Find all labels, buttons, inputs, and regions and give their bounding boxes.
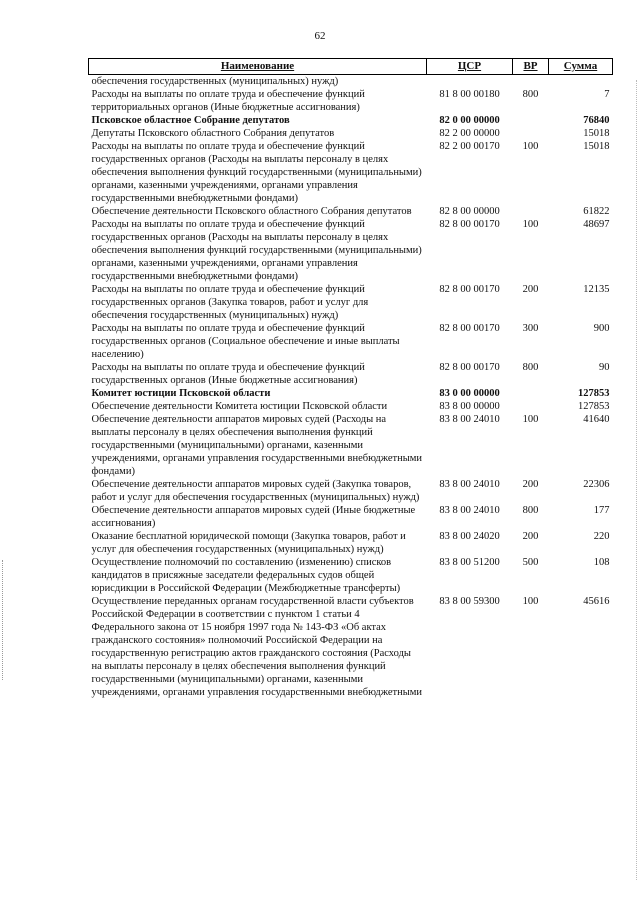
row-csr: 82 8 00 00170 (439, 284, 500, 295)
row-vr (513, 400, 549, 413)
row-sum: 15018 (583, 141, 610, 152)
row-vr: 100 (522, 414, 539, 425)
header-csr: ЦСР (427, 59, 513, 75)
row-name: Расходы на выплаты по оплате труда и обеспечение функций государственных органов (Социальное обеспечение и иные выплаты населению) (91, 323, 400, 360)
row-sum: 7 (604, 89, 610, 100)
row-name: Расходы на выплаты по оплате труда и обеспечение функций территориальных органов (Иные бюджетные ассигнования) (91, 89, 365, 113)
row-sum: 127853 (578, 388, 610, 399)
row-name: Расходы на выплаты по оплате труда и обеспечение функций государственных органов (Иные бюджетные ассигнования) (91, 362, 365, 386)
row-vr: 800 (522, 89, 539, 100)
row-csr: 83 8 00 24010 (439, 479, 500, 490)
row-csr (427, 75, 513, 89)
table-row (89, 556, 613, 595)
row-vr (513, 387, 549, 400)
row-vr: 200 (522, 284, 539, 295)
row-name: Обеспечение деятельности аппаратов мировых судей (Иные бюджетные ассигнования) (91, 505, 416, 529)
budget-table (88, 58, 613, 699)
table-row (89, 140, 613, 205)
header-sum: Сумма (549, 59, 613, 75)
table-row (89, 361, 613, 387)
scan-margin-mark (636, 80, 638, 880)
row-vr (513, 127, 549, 140)
row-csr: 82 8 00 00170 (439, 323, 500, 334)
row-vr: 200 (522, 531, 539, 542)
row-csr: 83 8 00 24010 (439, 414, 500, 425)
row-csr: 82 8 00 00170 (439, 362, 500, 373)
row-name: Депутаты Псковского областного Собрания депутатов (91, 128, 335, 139)
row-name: Комитет юстиции Псковской области (91, 388, 271, 399)
row-vr: 100 (522, 141, 539, 152)
row-vr (513, 75, 549, 89)
row-sum: 108 (593, 557, 610, 568)
row-name: Обеспечение деятельности аппаратов мировых судей (Расходы на выплаты персоналу в целях обеспечения выполнения функций государственными (муниципальными) органами, казенными учреждениями, органами управления государственными внебюджетными фондами) (91, 414, 423, 477)
row-csr: 83 8 00 59300 (439, 596, 500, 607)
row-sum: 90 (599, 362, 610, 373)
row-vr: 200 (522, 479, 539, 490)
row-sum: 22306 (583, 479, 610, 490)
table-row (89, 88, 613, 114)
row-sum: 220 (593, 531, 610, 542)
row-sum: 41640 (583, 414, 610, 425)
table-row (89, 322, 613, 361)
row-vr: 100 (522, 219, 539, 230)
row-sum: 48697 (583, 219, 610, 230)
row-vr: 800 (522, 505, 539, 516)
row-name: Оказание бесплатной юридической помощи (Закупка товаров, работ и услуг для обеспечения государственных (муниципальных) нужд) (91, 531, 406, 555)
row-name: обеспечения государственных (муниципальных) нужд) (91, 76, 339, 87)
table-header-row (89, 59, 613, 75)
table-body (89, 75, 613, 700)
table-row (89, 413, 613, 478)
row-csr: 83 0 00 00000 (439, 388, 500, 399)
scan-margin-mark (2, 560, 4, 680)
header-vr: ВР (513, 59, 549, 75)
row-sum: 177 (593, 505, 610, 516)
table-row (89, 205, 613, 218)
table-row (89, 218, 613, 283)
row-sum: 12135 (583, 284, 610, 295)
row-vr (513, 205, 549, 218)
row-sum: 900 (593, 323, 610, 334)
row-vr: 800 (522, 362, 539, 373)
table-row (89, 595, 613, 699)
row-vr: 100 (522, 596, 539, 607)
table-row (89, 114, 613, 127)
row-csr: 82 2 00 00000 (439, 128, 500, 139)
row-name: Псковское областное Собрание депутатов (91, 115, 290, 126)
row-csr: 82 2 00 00170 (439, 141, 500, 152)
row-csr: 82 8 00 00000 (439, 206, 500, 217)
row-name: Расходы на выплаты по оплате труда и обеспечение функций государственных органов (Расходы на выплаты персоналу в целях обеспечения выполнения функций государственными (муниципальными) органами, казенными учреждениями, органами управления государственными внебюджетными фондами) (91, 219, 422, 282)
row-name: Обеспечение деятельности Псковского областного Собрания депутатов (91, 206, 412, 217)
row-csr: 81 8 00 00180 (439, 89, 500, 100)
row-name: Осуществление переданных органам государственной власти субъектов Российской Федерации в соответствии с пунктом 1 статьи 4 Федерального закона от 15 ноября 1997 года № 143-ФЗ «Об актах гражданского состояния» полномочий Российской Федерации на государственную регистрацию актов гражданского состояния (Расходы на выплаты персоналу в целях обеспечения выполнения функций государственными (муниципальными) органами, казенными учреждениями, органами управления государственными внебюджетными (91, 596, 423, 698)
row-vr (513, 114, 549, 127)
row-sum: 127853 (578, 401, 610, 412)
row-name: Расходы на выплаты по оплате труда и обеспечение функций государственных органов (Расходы на выплаты персоналу в целях обеспечения выполнения функций государственными (муниципальными) органами, казенными учреждениями, органами управления государственными внебюджетными фондами) (91, 141, 422, 204)
table-row (89, 478, 613, 504)
row-vr: 500 (522, 557, 539, 568)
row-csr: 83 8 00 00000 (439, 401, 500, 412)
row-sum: 15018 (583, 128, 610, 139)
row-sum: 61822 (583, 206, 610, 217)
row-csr: 83 8 00 51200 (439, 557, 500, 568)
page-number: 62 (314, 30, 326, 42)
table-row (89, 530, 613, 556)
row-csr: 82 8 00 00170 (439, 219, 500, 230)
header-name: Наименование (89, 59, 427, 75)
row-name: Обеспечение деятельности аппаратов мировых судей (Закупка товаров, работ и услуг для обеспечения государственных (муниципальных) нужд) (91, 479, 420, 503)
row-csr: 83 8 00 24020 (439, 531, 500, 542)
table-row (89, 127, 613, 140)
row-sum (549, 75, 613, 89)
row-sum: 76840 (583, 115, 610, 126)
table-row (89, 283, 613, 322)
row-csr: 82 0 00 00000 (439, 115, 500, 126)
table-row (89, 387, 613, 400)
table-row (89, 504, 613, 530)
row-sum: 45616 (583, 596, 610, 607)
row-name: Расходы на выплаты по оплате труда и обеспечение функций государственных органов (Закупка товаров, работ и услуг для обеспечения государственных (муниципальных) нужд) (91, 284, 369, 321)
table-row (89, 400, 613, 413)
row-name: Обеспечение деятельности Комитета юстиции Псковской области (91, 401, 388, 412)
row-vr: 300 (522, 323, 539, 334)
table-row (89, 75, 613, 89)
row-csr: 83 8 00 24010 (439, 505, 500, 516)
row-name: Осуществление полномочий по составлению (изменению) списков кандидатов в присяжные заседатели федеральных судов общей юрисдикции в Российской Федерации (Межбюджетные трансферты) (91, 557, 401, 594)
